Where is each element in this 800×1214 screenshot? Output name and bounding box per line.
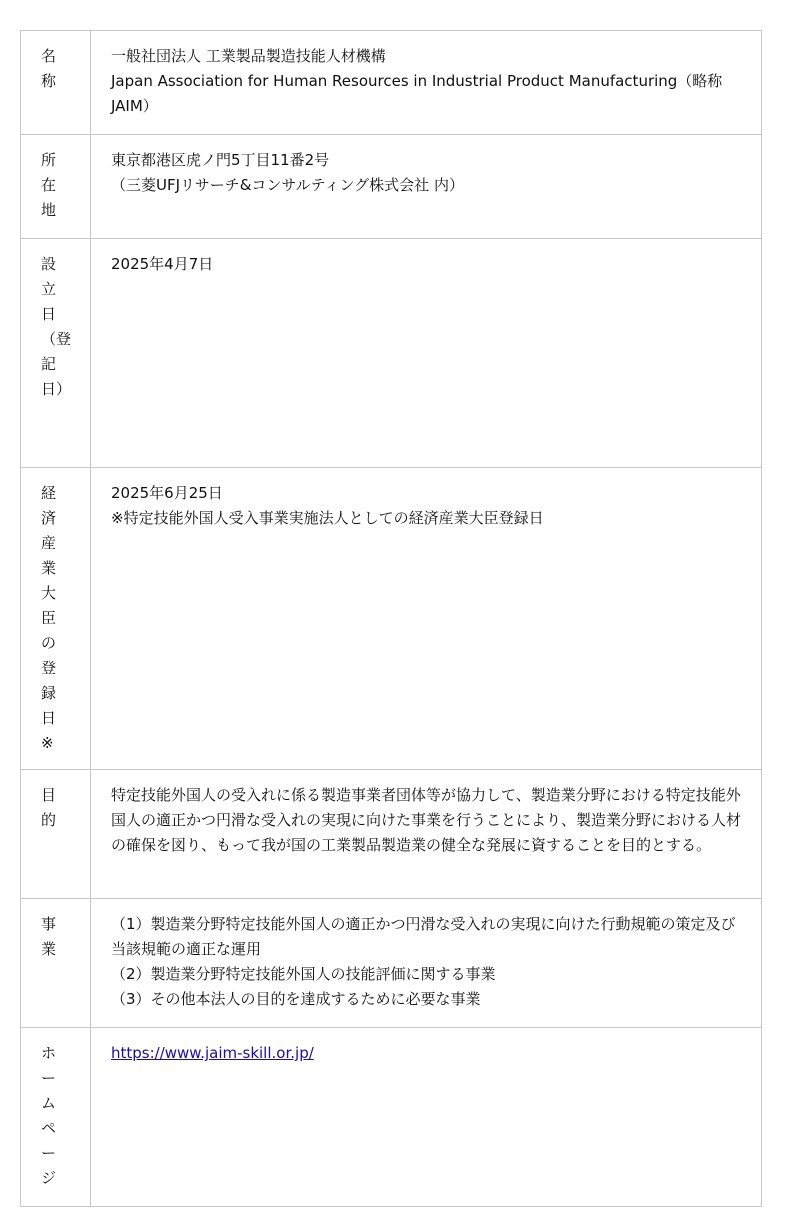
value-line: （3）その他本法人の目的を達成するために必要な事業 [111,990,481,1008]
value-line: 一般社団法人 工業製品製造技能人材機構 [111,47,386,65]
value-line: （1）製造業分野特定技能外国人の適正かつ円滑な受入れの実現に向けた行動規範の策定及び当該規範の適正な運用 [111,915,736,958]
row-label: 目的 [41,786,57,829]
row-value-cell [91,239,762,468]
row-label: 名称 [41,47,57,90]
row-label-cell [21,468,91,770]
row-label-cell [21,770,91,899]
value-line: 2025年4月7日 [111,255,214,273]
row-label: ホームページ [41,1044,57,1187]
table-row-purpose [21,770,762,899]
row-label-cell [21,1028,91,1207]
table-row-established-date [21,239,762,468]
organization-info-sheet [20,30,762,1207]
value-line: （三菱UFJリサーチ&コンサルティング株式会社 内） [111,176,464,194]
table-row-name [21,31,762,135]
row-value-cell [91,770,762,899]
value-line: 東京都港区虎ノ門5丁目11番2号 [111,151,330,169]
value-line: ※特定技能外国人受入事業実施法人としての経済産業大臣登録日 [111,509,544,527]
table-row-address [21,135,762,239]
table-row-business [21,899,762,1028]
table-row-registration-date [21,468,762,770]
row-value-cell [91,899,762,1028]
row-label-cell [21,31,91,135]
row-value-cell [91,135,762,239]
row-value-cell [91,31,762,135]
table-row-homepage [21,1028,762,1207]
row-label: 事業 [41,915,57,958]
row-label: 所在地 [41,151,57,219]
row-label-cell [21,899,91,1028]
row-value-cell [91,1028,762,1207]
value-line: （2）製造業分野特定技能外国人の技能評価に関する事業 [111,965,496,983]
value-line: 2025年6月25日 [111,484,223,502]
homepage-link[interactable]: https://www.jaim-skill.or.jp/ [111,1044,314,1062]
value-line: 特定技能外国人の受入れに係る製造事業者団体等が協力して、製造業分野における特定技能外国人の適正かつ円滑な受入れの実現に向けた事業を行うことにより、製造業分野における人材の確保を図り、もって我が国の工業製品製造業の健全な発展に資することを目的とする。 [111,786,742,854]
row-label: 設立日（登記日） [41,255,72,398]
row-value-cell [91,468,762,770]
row-label-cell [21,135,91,239]
row-label-cell [21,239,91,468]
value-line: Japan Association for Human Resources in Industrial Product Manufacturing（略称 JAIM） [111,72,723,115]
row-label: 経済産業大臣の登録日※ [41,484,57,752]
organization-info-table [20,30,762,1207]
